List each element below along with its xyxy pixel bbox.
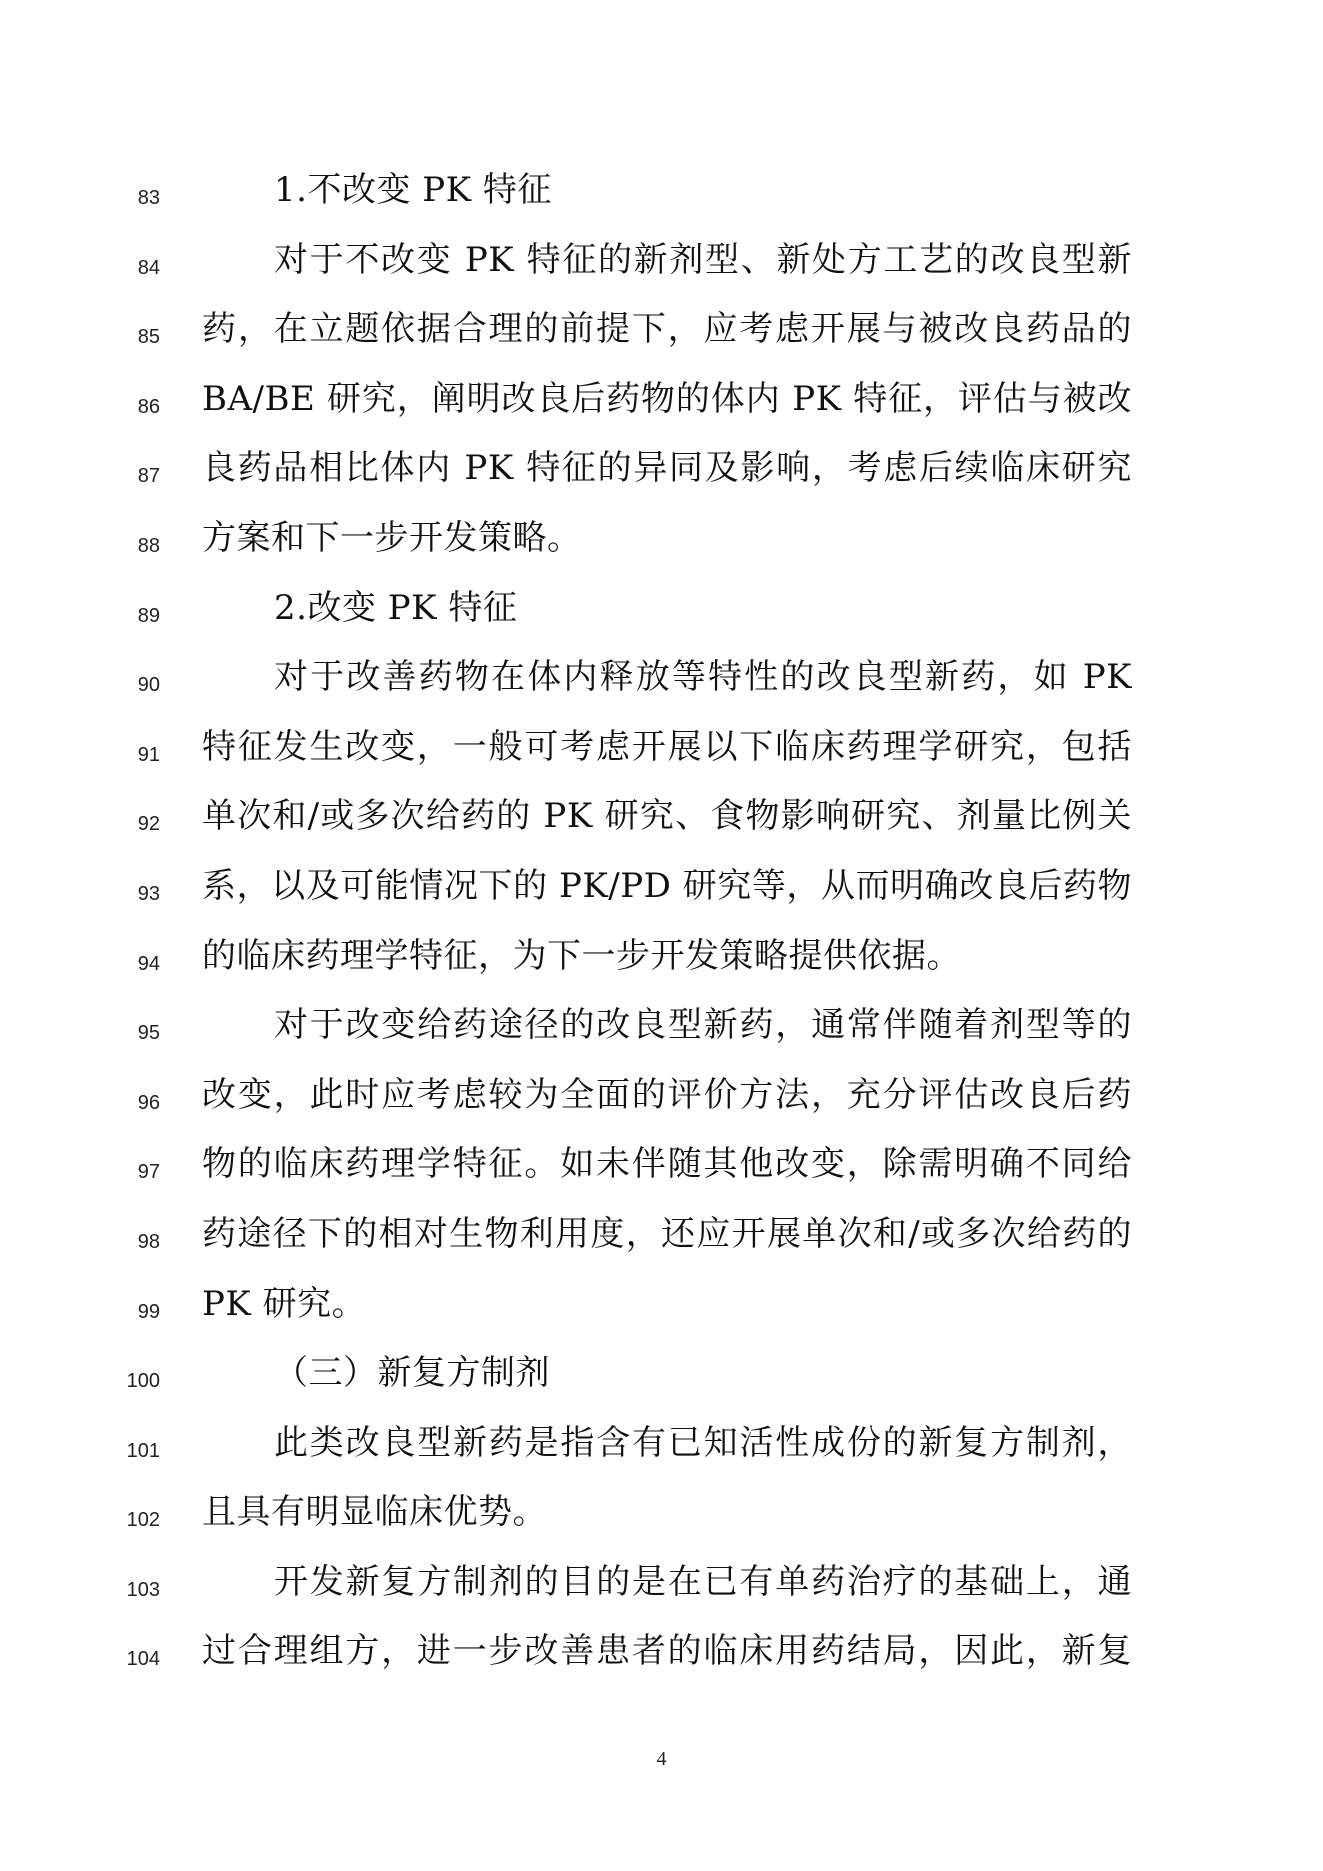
line-text: 开发新复方制剂的目的是在已有单药治疗的基础上，通 <box>274 1561 1132 1602</box>
line-85 <box>0 299 1323 369</box>
line-text: 且具有明显临床优势。 <box>202 1492 547 1533</box>
line-100 <box>0 1343 1323 1413</box>
line-95 <box>0 995 1323 1065</box>
line-text: 过合理组方，进一步改善患者的临床用药结局，因此，新复 <box>202 1631 1132 1672</box>
line-number: 102 <box>126 1509 160 1532</box>
line-83 <box>0 160 1323 230</box>
line-text: 方案和下一步开发策略。 <box>202 517 582 558</box>
line-number: 95 <box>137 1022 160 1045</box>
line-text: 2.改变 PK 特征 <box>274 587 518 628</box>
line-number: 93 <box>137 882 160 905</box>
line-number: 85 <box>137 326 160 349</box>
line-text: 对于改善药物在体内释放等特性的改良型新药，如 PK <box>274 657 1132 698</box>
line-number: 103 <box>126 1578 160 1601</box>
line-number: 96 <box>137 1091 160 1114</box>
line-104 <box>0 1621 1323 1691</box>
line-number: 88 <box>137 534 160 557</box>
line-text: 药途径下的相对生物利用度，还应开展单次和/或多次给药的 <box>202 1213 1132 1254</box>
line-text: 对于不改变 PK 特征的新剂型、新处方工艺的改良型新 <box>274 239 1132 280</box>
line-92 <box>0 786 1323 856</box>
line-88 <box>0 508 1323 578</box>
line-text: BA/BE 研究，阐明改良后药物的体内 PK 特征，评估与被改 <box>202 378 1132 419</box>
line-text: 此类改良型新药是指含有已知活性成份的新复方制剂， <box>274 1422 1132 1463</box>
line-number: 89 <box>137 604 160 627</box>
line-text: 1.不改变 PK 特征 <box>274 170 552 210</box>
line-number: 101 <box>126 1439 160 1462</box>
line-text: 单次和/或多次给药的 PK 研究、食物影响研究、剂量比例关 <box>202 796 1132 837</box>
line-89 <box>0 578 1323 648</box>
line-94 <box>0 926 1323 996</box>
line-text: 系，以及可能情况下的 PK/PD 研究等，从而明确改良后药物 <box>202 865 1132 906</box>
line-97 <box>0 1134 1323 1204</box>
line-text: 对于改变给药途径的改良型新药，通常伴随着剂型等的 <box>274 1005 1132 1046</box>
line-84 <box>0 230 1323 300</box>
line-102 <box>0 1482 1323 1552</box>
line-98 <box>0 1204 1323 1274</box>
line-99 <box>0 1274 1323 1344</box>
section-heading: （三）新复方制剂 <box>274 1353 550 1394</box>
line-text: 药，在立题依据合理的前提下，应考虑开展与被改良药品的 <box>202 309 1132 350</box>
line-number: 94 <box>137 952 160 975</box>
line-101 <box>0 1413 1323 1483</box>
line-93 <box>0 856 1323 926</box>
line-text: 的临床药理学特征，为下一步开发策略提供依据。 <box>202 935 961 976</box>
line-number: 100 <box>126 1370 160 1393</box>
line-text: 良药品相比体内 PK 特征的异同及影响，考虑后续临床研究 <box>202 448 1132 489</box>
line-number: 83 <box>137 187 160 209</box>
line-number: 92 <box>137 813 160 836</box>
line-number: 99 <box>137 1300 160 1323</box>
line-number: 86 <box>137 395 160 418</box>
line-number: 90 <box>137 674 160 697</box>
line-86 <box>0 369 1323 439</box>
line-number: 97 <box>137 1161 160 1184</box>
line-number: 98 <box>137 1230 160 1253</box>
line-number: 84 <box>137 256 160 279</box>
line-text: 特征发生改变，一般可考虑开展以下临床药理学研究，包括 <box>202 726 1132 767</box>
line-103 <box>0 1552 1323 1622</box>
page-number: 4 <box>656 1748 667 1770</box>
line-87 <box>0 438 1323 508</box>
line-96 <box>0 1065 1323 1135</box>
line-number: 87 <box>137 465 160 488</box>
line-91 <box>0 717 1323 787</box>
line-number: 104 <box>126 1648 160 1671</box>
line-text: 改变，此时应考虑较为全面的评价方法，充分评估改良后药 <box>202 1074 1132 1115</box>
line-90 <box>0 647 1323 717</box>
line-number: 91 <box>137 743 160 766</box>
line-text: 物的临床药理学特征。如未伴随其他改变，除需明确不同给 <box>202 1144 1132 1185</box>
line-text: PK 研究。 <box>202 1283 367 1324</box>
text-body <box>0 160 1323 1691</box>
